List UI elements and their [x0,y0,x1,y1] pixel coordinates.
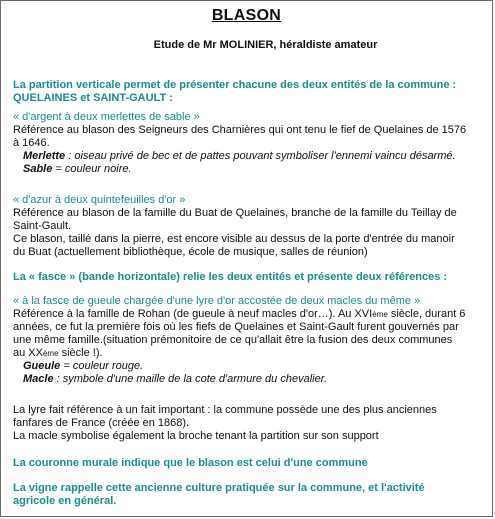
intro-paragraph [13,79,480,105]
lyre-reference-line: La macle symbolise également la broche tenant la partition sur son support [13,430,379,442]
page-subtitle: Etude de Mr MOLINIER, héraldiste amateur [153,39,378,51]
vigne-line: agricole en général. [13,495,117,507]
gueule-definition [13,360,480,373]
superscript-eme: ème [42,349,59,358]
merlettes-section [13,111,480,176]
macle-definition-text: : symbole d'une maille de la cote d'armure du chevalier. [53,373,328,385]
quintefeuilles-section [13,194,480,259]
merlette-definition [13,150,480,163]
gueule-term: Gueule [23,360,61,372]
merlette-definition-text: : oiseau privé de bec et de pattes pouvant symboliser l'ennemi vaincu désarmé. [65,150,456,162]
gueule-definition-text: = couleur rouge. [60,360,144,372]
lyre-reference-line: La lyre fait référence à un fait important : la commune possède une des plus anciennes [13,404,437,416]
macle-definition [13,373,480,386]
quintefeuilles-text-line: Référence au blason de la famille du Buat de Quelaines, branche de la famille du Teillay de [13,207,457,219]
lyre-text-tail: siècle !). [58,347,103,359]
quintefeuilles-text-line: du Buat (actuellement bibliothèque, école de musique, salles de réunion) [13,246,368,258]
quintefeuilles-text-line: Ce blason, taillé dans la pierre, est encore visible au dessus de la porte d'entrée du manoir [13,233,455,245]
merlettes-heading: « d'argent à deux merlettes de sable » [13,111,200,123]
lyre-reference-line: fanfares de France (créée en 1868). [13,417,190,429]
lyre-text-tail: siècle, durant 6 [387,308,466,320]
couronne-paragraph: La couronne murale indique que le blason est celui d'une commune [13,457,368,469]
lyre-text-line: une même famille.(situation prémonitoire de ce qu'allait être la fusion des deux communes [13,334,453,346]
lyre-text-start: au XX [13,347,43,359]
vigne-line: La vigne rappelle cette ancienne culture pratiquée sur la commune, et l'activité [13,482,425,494]
merlettes-text-line: à 1646. [13,137,50,149]
quintefeuilles-text-line: Saint-Gault. [13,220,72,232]
lyre-section [13,295,480,386]
lyre-text-start: Référence à la famille de Rohan (de gueule à neuf macles d'or…). Au XVI [13,308,373,320]
superscript-eme: ème [372,310,388,319]
lyre-text-line [13,308,480,321]
merlettes-text-line: Référence au blason des Seigneurs des Charnières qui ont tenu le fief de Quelaines de 1576 [13,124,467,136]
lyre-text-line: années, ce fut la première fois où les fiefs de Quelaines et Saint-Gault furent gouvernés par [13,321,459,333]
quintefeuilles-heading: « d'azur à deux quintefeuilles d'or » [13,194,186,206]
lyre-heading: « à la fasce de gueule chargée d'une lyre d'or accostée de deux macles du même » [13,295,421,307]
sable-definition [13,163,480,176]
intro-line: QUELAINES et SAINT-GAULT : [13,92,173,104]
lyre-text-line [13,347,480,360]
macle-term: Macle [23,373,54,385]
lyre-reference [13,404,480,443]
fasce-heading: La « fasce » (bande horizontale) relie les deux entités et présente deux références : [13,271,448,283]
sable-definition-text: = couleur noire. [52,163,132,175]
vigne-paragraph [13,482,480,508]
intro-line: La partition verticale permet de présenter chacune des deux entités de la commune : [13,79,457,91]
page-title: BLASON [211,7,282,24]
merlette-term: Merlette [23,150,66,162]
sable-term: Sable [23,163,53,175]
